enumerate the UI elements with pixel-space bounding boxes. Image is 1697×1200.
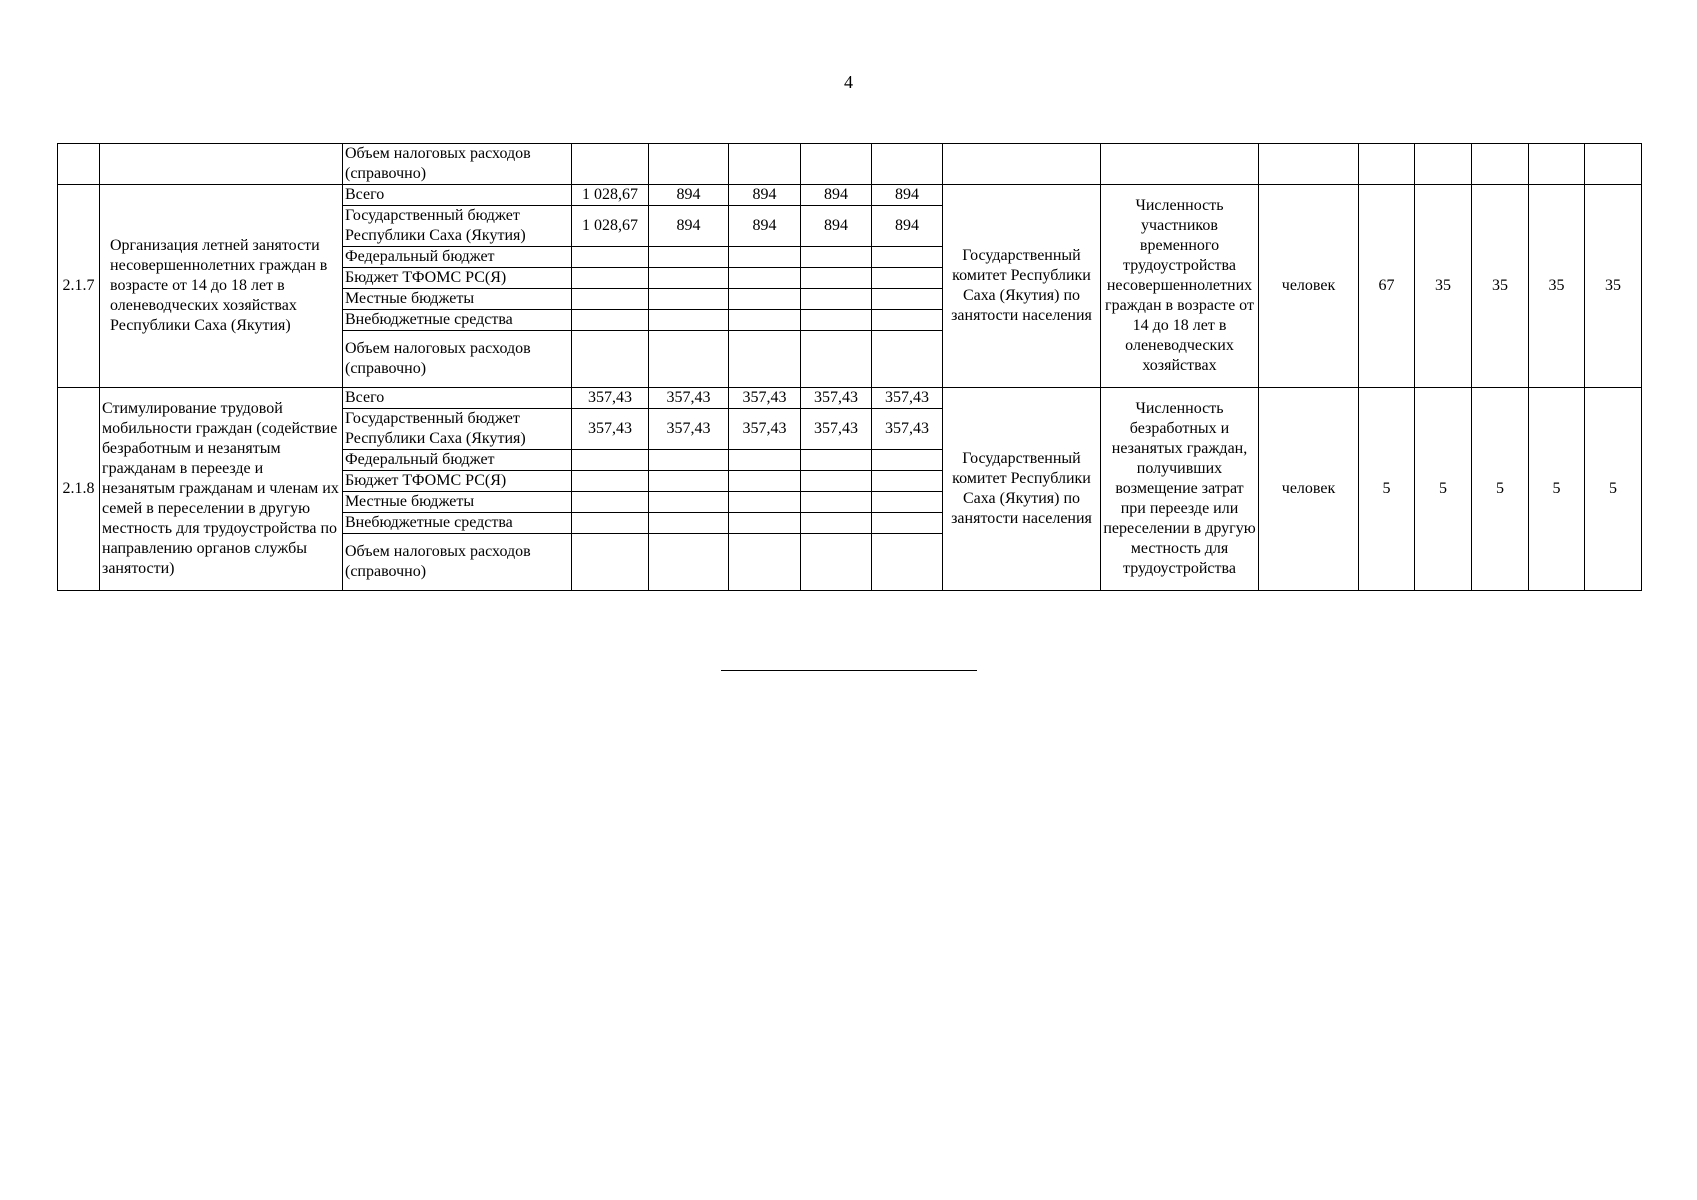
amount-cell: 1 028,67 <box>572 206 649 247</box>
amount-cell <box>801 331 872 388</box>
amount-cell <box>801 513 872 534</box>
amount-cell <box>572 534 649 591</box>
indicator-cell: Численность безработных и незанятых граждан, получивших возмещение затрат при переезде или переселении в другую местность для трудоустройства <box>1101 388 1259 591</box>
funding-source-label: Федеральный бюджет <box>343 247 572 268</box>
funding-source-label: Федеральный бюджет <box>343 450 572 471</box>
amount-cell: 894 <box>872 185 943 206</box>
amount-cell: 357,43 <box>572 409 649 450</box>
amount-cell <box>649 513 729 534</box>
amount-cell <box>872 471 943 492</box>
indicator-cell: Численность участников временного трудоустройства несовершеннолетних граждан в возрасте от 14 до 18 лет в оленеводческих хозяйствах <box>1101 185 1259 388</box>
amount-cell <box>872 331 943 388</box>
amount-cell <box>572 144 649 185</box>
amount-cell <box>572 513 649 534</box>
funding-source-label: Бюджет ТФОМС РС(Я) <box>343 471 572 492</box>
target-cell: 5 <box>1415 388 1472 591</box>
funding-source-label: Бюджет ТФОМС РС(Я) <box>343 268 572 289</box>
executor-cell: Государственный комитет Республики Саха (Якутия) по занятости населения <box>943 388 1101 591</box>
amount-cell <box>729 247 801 268</box>
end-of-document-rule <box>721 670 977 671</box>
amount-cell <box>649 331 729 388</box>
amount-cell <box>801 247 872 268</box>
funding-source-label: Внебюджетные средства <box>343 513 572 534</box>
target-cell <box>1415 144 1472 185</box>
funding-source-label: Объем налоговых расходов (справочно) <box>343 534 572 591</box>
target-cell: 5 <box>1585 388 1642 591</box>
amount-cell <box>572 289 649 310</box>
funding-source-label: Всего <box>343 185 572 206</box>
measure-name-cell <box>100 144 343 185</box>
amount-cell <box>801 289 872 310</box>
amount-cell: 357,43 <box>649 409 729 450</box>
funding-source-label: Объем налоговых расходов (справочно) <box>343 144 572 185</box>
amount-cell <box>572 268 649 289</box>
amount-cell <box>729 471 801 492</box>
amount-cell: 357,43 <box>801 388 872 409</box>
unit-cell: человек <box>1259 185 1359 388</box>
amount-cell <box>729 289 801 310</box>
amount-cell: 357,43 <box>801 409 872 450</box>
amount-cell <box>649 492 729 513</box>
amount-cell <box>729 310 801 331</box>
amount-cell <box>572 450 649 471</box>
amount-cell <box>801 534 872 591</box>
amount-cell: 357,43 <box>729 409 801 450</box>
funding-source-label: Государственный бюджет Республики Саха (Якутия) <box>343 409 572 450</box>
executor-cell: Государственный комитет Республики Саха (Якутия) по занятости населения <box>943 185 1101 388</box>
amount-cell <box>649 247 729 268</box>
amount-cell: 894 <box>649 185 729 206</box>
amount-cell <box>572 471 649 492</box>
amount-cell: 894 <box>801 206 872 247</box>
page-number: 4 <box>844 72 853 92</box>
amount-cell <box>872 289 943 310</box>
amount-cell <box>872 268 943 289</box>
amount-cell <box>572 492 649 513</box>
amount-cell <box>872 450 943 471</box>
amount-cell <box>649 534 729 591</box>
target-cell: 35 <box>1529 185 1585 388</box>
row-number-cell <box>58 144 100 185</box>
target-cell: 5 <box>1529 388 1585 591</box>
amount-cell <box>872 144 943 185</box>
amount-cell: 357,43 <box>649 388 729 409</box>
target-cell: 5 <box>1472 388 1529 591</box>
target-cell: 35 <box>1585 185 1642 388</box>
unit-cell: человек <box>1259 388 1359 591</box>
amount-cell <box>572 331 649 388</box>
amount-cell: 894 <box>649 206 729 247</box>
amount-cell <box>649 471 729 492</box>
amount-cell <box>729 331 801 388</box>
target-cell: 67 <box>1359 185 1415 388</box>
amount-cell <box>729 144 801 185</box>
funding-source-label: Государственный бюджет Республики Саха (Якутия) <box>343 206 572 247</box>
amount-cell <box>729 513 801 534</box>
funding-source-label: Объем налоговых расходов (справочно) <box>343 331 572 388</box>
amount-cell <box>729 268 801 289</box>
amount-cell <box>649 144 729 185</box>
amount-cell: 894 <box>729 206 801 247</box>
amount-cell <box>872 534 943 591</box>
amount-cell <box>649 289 729 310</box>
amount-cell: 357,43 <box>872 388 943 409</box>
table-row <box>58 388 1642 409</box>
table-row <box>58 144 1642 185</box>
amount-cell: 894 <box>801 185 872 206</box>
measure-name-cell: Стимулирование трудовой мобильности граждан (содействие безработным и незанятым гражданам в переезде и незанятым гражданам и членам их семей в переселении в другую местность для трудоустройства по направлению органов службы занятости) <box>100 388 343 591</box>
funding-source-label: Внебюджетные средства <box>343 310 572 331</box>
amount-cell <box>649 450 729 471</box>
measure-name-cell: Организация летней занятости несовершеннолетних граждан в возрасте от 14 до 18 лет в оленеводческих хозяйствах Республики Саха (Якутия) <box>100 185 343 388</box>
target-cell: 35 <box>1415 185 1472 388</box>
target-cell <box>1585 144 1642 185</box>
amount-cell <box>649 268 729 289</box>
funding-source-label: Всего <box>343 388 572 409</box>
amount-cell: 894 <box>872 206 943 247</box>
amount-cell: 894 <box>729 185 801 206</box>
amount-cell <box>729 534 801 591</box>
amount-cell <box>872 310 943 331</box>
target-cell <box>1529 144 1585 185</box>
row-number-cell: 2.1.8 <box>58 388 100 591</box>
program-table <box>57 143 1642 591</box>
amount-cell <box>801 144 872 185</box>
amount-cell <box>872 513 943 534</box>
indicator-cell <box>1101 144 1259 185</box>
unit-cell <box>1259 144 1359 185</box>
amount-cell <box>872 492 943 513</box>
amount-cell <box>801 471 872 492</box>
amount-cell: 357,43 <box>729 388 801 409</box>
amount-cell: 1 028,67 <box>572 185 649 206</box>
amount-cell: 357,43 <box>872 409 943 450</box>
target-cell: 35 <box>1472 185 1529 388</box>
target-cell <box>1359 144 1415 185</box>
amount-cell <box>729 450 801 471</box>
amount-cell: 357,43 <box>572 388 649 409</box>
amount-cell <box>572 310 649 331</box>
row-number-cell: 2.1.7 <box>58 185 100 388</box>
amount-cell <box>801 492 872 513</box>
amount-cell <box>801 310 872 331</box>
amount-cell <box>872 247 943 268</box>
target-cell <box>1472 144 1529 185</box>
amount-cell <box>801 268 872 289</box>
funding-source-label: Местные бюджеты <box>343 492 572 513</box>
executor-cell <box>943 144 1101 185</box>
amount-cell <box>649 310 729 331</box>
table-row <box>58 185 1642 206</box>
amount-cell <box>572 247 649 268</box>
amount-cell <box>801 450 872 471</box>
amount-cell <box>729 492 801 513</box>
target-cell: 5 <box>1359 388 1415 591</box>
funding-source-label: Местные бюджеты <box>343 289 572 310</box>
